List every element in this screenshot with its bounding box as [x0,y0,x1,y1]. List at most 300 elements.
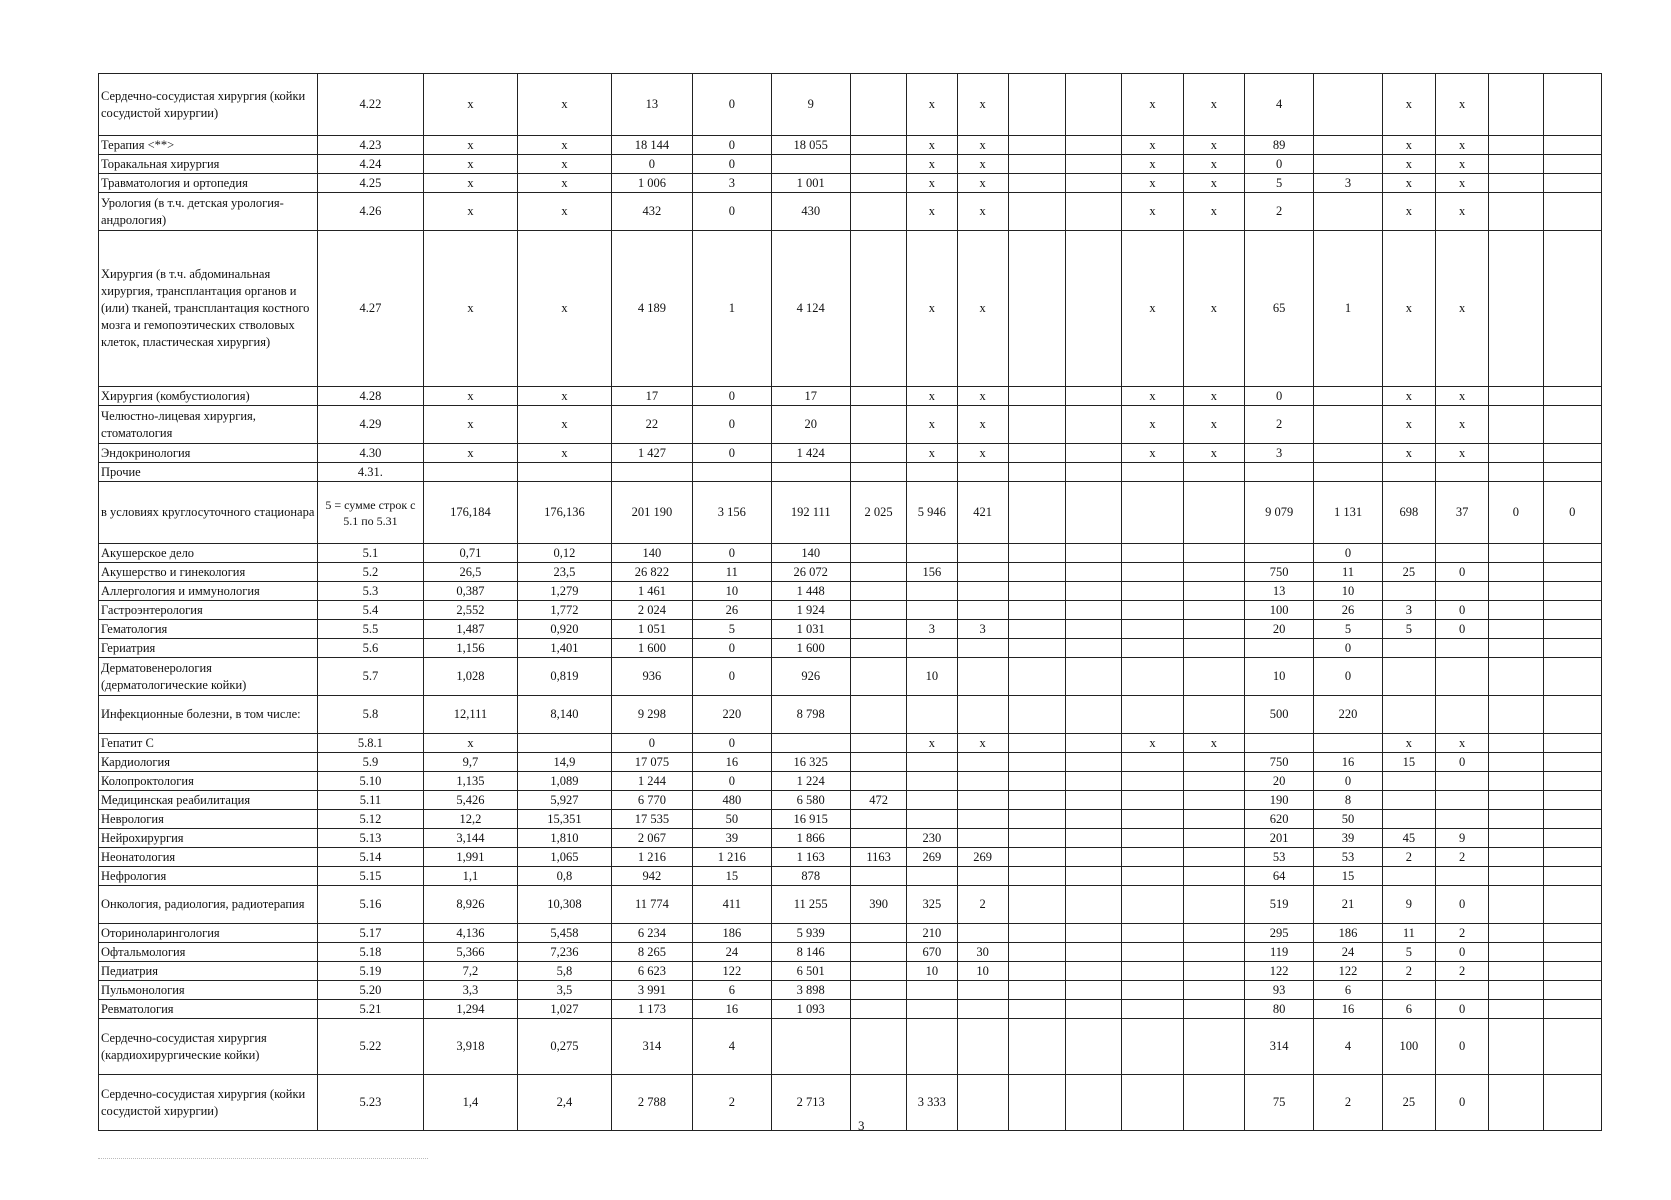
value-cell: 186 [693,924,771,943]
value-cell [850,734,906,753]
value-cell [1543,1019,1601,1075]
value-cell: x [957,174,1008,193]
value-cell: 936 [611,658,692,696]
value-cell: 1,772 [518,601,611,620]
value-cell: 21 [1314,886,1382,924]
value-cell: 1,279 [518,582,611,601]
value-cell [1489,791,1543,810]
value-cell: x [907,387,957,406]
value-cell [1244,639,1313,658]
value-cell: 0 [1435,886,1488,924]
value-cell: 25 [1382,563,1435,582]
value-cell [1008,1000,1065,1019]
value-cell [1122,1019,1183,1075]
value-cell: 2 713 [771,1075,850,1131]
value-cell: 3,144 [423,829,518,848]
value-cell: 269 [957,848,1008,867]
row-name-cell: Травматология и ортопедия [99,174,318,193]
value-cell: 2,552 [423,601,518,620]
value-cell [1008,791,1065,810]
value-cell [771,463,850,482]
value-cell [1122,482,1183,544]
value-cell: 122 [1314,962,1382,981]
value-cell [1489,696,1543,734]
value-cell [907,1000,957,1019]
value-cell: 16 325 [771,753,850,772]
value-cell: 16 [1314,1000,1382,1019]
value-cell [1066,601,1122,620]
value-cell: x [1122,231,1183,387]
value-cell [1382,544,1435,563]
row-code-cell: 4.28 [318,387,424,406]
value-cell [1489,136,1543,155]
value-cell [1543,563,1601,582]
value-cell: x [957,406,1008,444]
value-cell [1543,924,1601,943]
value-cell: x [518,155,611,174]
value-cell: x [1435,231,1488,387]
value-cell [1183,829,1244,848]
table-row [99,829,1602,848]
value-cell: 432 [611,193,692,231]
row-name-cell: Неврология [99,810,318,829]
value-cell [1066,620,1122,639]
value-cell: 620 [1244,810,1313,829]
table-row [99,620,1602,639]
value-cell: x [1122,155,1183,174]
row-code-cell: 4.26 [318,193,424,231]
value-cell: x [1183,444,1244,463]
row-code-cell: 5.16 [318,886,424,924]
value-cell: 201 190 [611,482,692,544]
value-cell: 9 [771,74,850,136]
value-cell [1066,829,1122,848]
value-cell [1066,387,1122,406]
row-name-cell: Гепатит С [99,734,318,753]
value-cell: 5,8 [518,962,611,981]
value-cell: x [907,74,957,136]
row-code-cell: 5.6 [318,639,424,658]
value-cell: 1 244 [611,772,692,791]
value-cell: 1 866 [771,829,850,848]
value-cell: 22 [611,406,692,444]
value-cell: 50 [693,810,771,829]
value-cell: x [957,387,1008,406]
value-cell: 5 [1314,620,1382,639]
value-cell [1122,601,1183,620]
value-cell [1489,444,1543,463]
value-cell: 0 [1435,563,1488,582]
value-cell [1543,943,1601,962]
value-cell [1066,544,1122,563]
value-cell: 2 [693,1075,771,1131]
value-cell: 11 774 [611,886,692,924]
value-cell [1183,772,1244,791]
value-cell [1382,981,1435,1000]
table-row [99,563,1602,582]
value-cell [1314,734,1382,753]
value-cell: 53 [1314,848,1382,867]
value-cell: 12,2 [423,810,518,829]
value-cell: 0 [611,155,692,174]
value-cell: 6 [693,981,771,1000]
value-cell: 1 001 [771,174,850,193]
value-cell: x [1183,193,1244,231]
table-row [99,1000,1602,1019]
row-code-cell: 5.19 [318,962,424,981]
value-cell [1543,962,1601,981]
table-row [99,231,1602,387]
value-cell: 17 [771,387,850,406]
row-name-cell: Нейрохирургия [99,829,318,848]
value-cell: 10 [907,658,957,696]
value-cell [1122,658,1183,696]
value-cell: 13 [611,74,692,136]
table-row [99,810,1602,829]
value-cell: 6 580 [771,791,850,810]
value-cell [1314,155,1382,174]
row-name-cell: Прочие [99,463,318,482]
value-cell: x [1435,74,1488,136]
value-cell [1489,544,1543,563]
value-cell [1489,231,1543,387]
value-cell: 0 [693,544,771,563]
table-row [99,463,1602,482]
row-name-cell: Нефрология [99,867,318,886]
row-code-cell: 4.22 [318,74,424,136]
value-cell: 0 [693,136,771,155]
value-cell: 2 [957,886,1008,924]
value-cell: 519 [1244,886,1313,924]
value-cell: 9 [1382,886,1435,924]
row-code-cell: 4.27 [318,231,424,387]
row-name-cell: Сердечно-сосудистая хирургия (койки сосудистой хирургии) [99,74,318,136]
value-cell [1066,193,1122,231]
value-cell: x [1122,444,1183,463]
table-row [99,848,1602,867]
value-cell [1122,924,1183,943]
table-row [99,734,1602,753]
value-cell [1382,696,1435,734]
value-cell: 1 006 [611,174,692,193]
value-cell [957,639,1008,658]
value-cell [1122,867,1183,886]
value-cell: 16 [1314,753,1382,772]
value-cell: 9,7 [423,753,518,772]
value-cell [1122,463,1183,482]
value-cell [850,74,906,136]
value-cell [1066,582,1122,601]
value-cell [1382,639,1435,658]
value-cell [1066,639,1122,658]
value-cell: 3 898 [771,981,850,1000]
value-cell [907,696,957,734]
value-cell [850,193,906,231]
value-cell [1008,463,1065,482]
value-cell [850,582,906,601]
value-cell: 0 [693,193,771,231]
value-cell: 2 [1314,1075,1382,1131]
value-cell: 8 798 [771,696,850,734]
row-name-cell: Колопроктология [99,772,318,791]
value-cell [957,696,1008,734]
row-name-cell: Гематология [99,620,318,639]
value-cell: 1163 [850,848,906,867]
value-cell: 269 [907,848,957,867]
value-cell [1008,174,1065,193]
value-cell [1543,620,1601,639]
value-cell [850,1019,906,1075]
value-cell: 0,12 [518,544,611,563]
value-cell: 0 [1314,639,1382,658]
value-cell: 3 [1314,174,1382,193]
value-cell [1543,772,1601,791]
value-cell: 3,3 [423,981,518,1000]
row-code-cell: 5.13 [318,829,424,848]
value-cell: x [907,193,957,231]
value-cell: x [957,193,1008,231]
value-cell [850,544,906,563]
row-code-cell: 5.9 [318,753,424,772]
value-cell [850,962,906,981]
value-cell [1489,867,1543,886]
value-cell [1183,1075,1244,1131]
value-cell [850,829,906,848]
value-cell [1122,848,1183,867]
value-cell [957,1075,1008,1131]
value-cell [1489,601,1543,620]
value-cell: x [1382,174,1435,193]
value-cell [907,544,957,563]
value-cell: 3 [1244,444,1313,463]
value-cell [1489,620,1543,639]
value-cell [1543,387,1601,406]
value-cell: 8 [1314,791,1382,810]
value-cell [1122,829,1183,848]
value-cell: 7,2 [423,962,518,981]
value-cell: 50 [1314,810,1382,829]
value-cell: x [1183,387,1244,406]
value-cell: 176,136 [518,482,611,544]
value-cell: 926 [771,658,850,696]
value-cell: x [907,444,957,463]
value-cell: x [957,136,1008,155]
value-cell: 0 [693,772,771,791]
value-cell: 15 [693,867,771,886]
value-cell: 500 [1244,696,1313,734]
value-cell: x [1435,444,1488,463]
row-name-cell: Офтальмология [99,943,318,962]
value-cell: 0 [1314,544,1382,563]
value-cell [1489,981,1543,1000]
value-cell: 220 [693,696,771,734]
row-name-cell: Торакальная хирургия [99,155,318,174]
value-cell [1008,563,1065,582]
value-cell: 4 189 [611,231,692,387]
value-cell [1066,886,1122,924]
value-cell: 0,71 [423,544,518,563]
row-code-cell: 5.3 [318,582,424,601]
value-cell [1008,734,1065,753]
value-cell [1122,772,1183,791]
value-cell [1543,829,1601,848]
value-cell: x [1382,231,1435,387]
value-cell [907,867,957,886]
value-cell: 201 [1244,829,1313,848]
value-cell: 2 [1435,848,1488,867]
table-row [99,924,1602,943]
value-cell [1543,658,1601,696]
row-name-cell: Хирургия (в т.ч. абдоминальная хирургия, трансплантация органов и (или) тканей, трансплантация костного мозга и гемопоэтических стволовых клеток, пластическая хирургия) [99,231,318,387]
value-cell [1122,810,1183,829]
value-cell: x [1183,734,1244,753]
value-cell: 1,135 [423,772,518,791]
value-cell [1314,463,1382,482]
value-cell: x [423,174,518,193]
value-cell: x [1122,193,1183,231]
value-cell [1489,1075,1543,1131]
value-cell [1122,1075,1183,1131]
value-cell [1543,193,1601,231]
value-cell [907,981,957,1000]
table-row [99,981,1602,1000]
value-cell [1183,463,1244,482]
value-cell: 16 [693,753,771,772]
value-cell [907,753,957,772]
value-cell: 0 [1435,943,1488,962]
value-cell: 24 [1314,943,1382,962]
value-cell: 10,308 [518,886,611,924]
value-cell [1489,155,1543,174]
value-cell [611,463,692,482]
value-cell [1008,444,1065,463]
value-cell [1543,155,1601,174]
value-cell: 10 [693,582,771,601]
value-cell [1435,658,1488,696]
row-code-cell: 5.8.1 [318,734,424,753]
value-cell [1543,463,1601,482]
row-code-cell: 5.14 [318,848,424,867]
value-cell: 1,810 [518,829,611,848]
value-cell [1435,867,1488,886]
row-name-cell: Сердечно-сосудистая хирургия (кардиохирургические койки) [99,1019,318,1075]
value-cell: 1 461 [611,582,692,601]
value-cell [1489,753,1543,772]
value-cell [1122,943,1183,962]
value-cell [1489,1019,1543,1075]
value-cell: x [1435,136,1488,155]
table-row [99,943,1602,962]
value-cell [850,601,906,620]
value-cell: 750 [1244,563,1313,582]
value-cell: 1 216 [611,848,692,867]
value-cell [1122,639,1183,658]
value-cell: x [1183,406,1244,444]
value-cell [850,136,906,155]
value-cell: 17 075 [611,753,692,772]
value-cell [850,639,906,658]
value-cell: 45 [1382,829,1435,848]
value-cell [518,463,611,482]
value-cell [1066,734,1122,753]
value-cell: 12,111 [423,696,518,734]
value-cell: 1 224 [771,772,850,791]
value-cell [1543,1075,1601,1131]
value-cell: x [907,155,957,174]
value-cell: 11 [693,563,771,582]
value-cell [1066,563,1122,582]
value-cell [1066,444,1122,463]
value-cell [957,582,1008,601]
value-cell [1489,810,1543,829]
row-code-cell: 4.31. [318,463,424,482]
value-cell [1066,867,1122,886]
table-row [99,658,1602,696]
row-code-cell: 5.2 [318,563,424,582]
value-cell: x [1435,174,1488,193]
value-cell: 2 [1382,962,1435,981]
value-cell: x [1183,231,1244,387]
value-cell [1122,563,1183,582]
value-cell: 1,028 [423,658,518,696]
value-cell: 0 [693,658,771,696]
value-cell [1183,563,1244,582]
row-name-cell: Инфекционные болезни, в том числе: [99,696,318,734]
value-cell: 23,5 [518,563,611,582]
value-cell [1008,582,1065,601]
value-cell: 2 [1244,406,1313,444]
page-number: 3 [858,1118,865,1133]
value-cell: 0,275 [518,1019,611,1075]
value-cell: x [1122,387,1183,406]
value-cell: x [518,174,611,193]
value-cell: 2 788 [611,1075,692,1131]
value-cell: 10 [1244,658,1313,696]
value-cell: 75 [1244,1075,1313,1131]
value-cell: x [1183,174,1244,193]
value-cell [850,387,906,406]
value-cell: 11 [1314,563,1382,582]
value-cell: 18 055 [771,136,850,155]
value-cell: 1 448 [771,582,850,601]
value-cell: 0 [1314,658,1382,696]
table-row [99,482,1602,544]
value-cell [1183,943,1244,962]
value-cell [1244,734,1313,753]
value-cell: x [1382,155,1435,174]
value-cell: 8,926 [423,886,518,924]
value-cell [1008,810,1065,829]
value-cell: 0 [611,734,692,753]
value-cell: x [1183,74,1244,136]
value-cell [850,174,906,193]
value-cell [1183,848,1244,867]
row-name-cell: Челюстно-лицевая хирургия, стоматология [99,406,318,444]
value-cell: 6 234 [611,924,692,943]
row-name-cell: в условиях круглосуточного стационара [99,482,318,544]
value-cell: 2,4 [518,1075,611,1131]
value-cell: x [907,231,957,387]
value-cell [1008,772,1065,791]
table-row [99,544,1602,563]
value-cell: 0 [1435,620,1488,639]
value-cell: 9 298 [611,696,692,734]
value-cell [1066,406,1122,444]
value-cell: 314 [1244,1019,1313,1075]
value-cell: 1 131 [1314,482,1382,544]
value-cell [1066,772,1122,791]
value-cell [423,463,518,482]
